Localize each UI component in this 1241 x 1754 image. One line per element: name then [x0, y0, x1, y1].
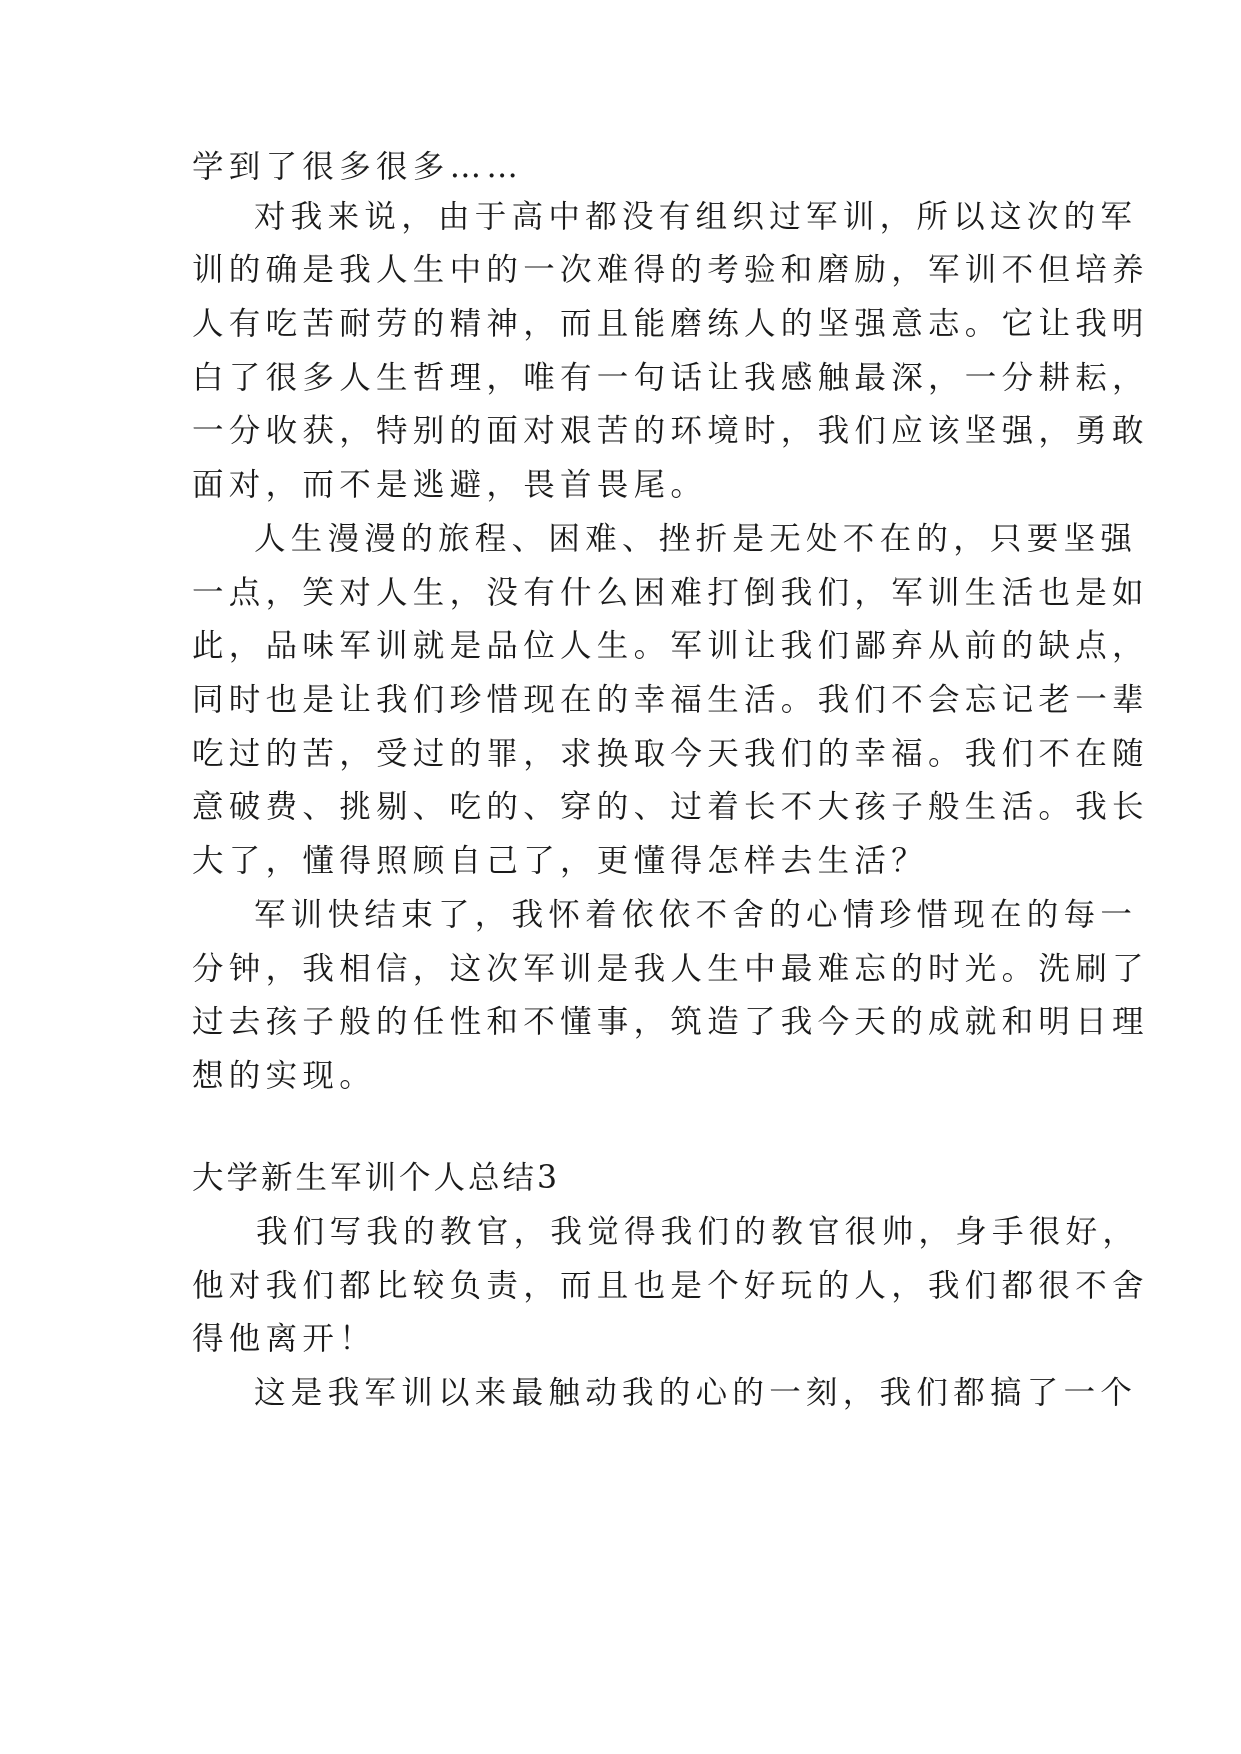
text-line: 人有吃苦耐劳的精神，而且能磨练人的坚强意志。它让我明	[192, 306, 1149, 342]
paragraph-first-line: 我们写我的教官，我觉得我们的教官很帅，身手很好，	[256, 1214, 1140, 1250]
text-line: 得他离开！	[192, 1321, 377, 1357]
paragraph-first-line: 这是我军训以来最触动我的心的一刻，我们都搞了一个	[254, 1375, 1138, 1411]
text-line: 一分收获，特别的面对艰苦的环境时，我们应该坚强，勇敢	[192, 413, 1149, 449]
text-line: 过去孩子般的任性和不懂事，筑造了我今天的成就和明日理	[192, 1004, 1149, 1040]
text-line: 分钟，我相信，这次军训是我人生中最难忘的时光。洗刷了	[192, 951, 1149, 987]
text-line: 意破费、挑剔、吃的、穿的、过着长不大孩子般生活。我长	[192, 789, 1149, 825]
paragraph-first-line: 军训快结束了，我怀着依依不舍的心情珍惜现在的每一	[254, 897, 1138, 933]
paragraph-first-line: 对我来说，由于高中都没有组织过军训，所以这次的军	[254, 199, 1138, 235]
text-line: 训的确是我人生中的一次难得的考验和磨励，军训不但培养	[192, 252, 1149, 288]
text-line: 此，品味军训就是品位人生。军训让我们鄙弃从前的缺点，	[192, 628, 1149, 664]
text-line: 同时也是让我们珍惜现在的幸福生活。我们不会忘记老一辈	[192, 682, 1149, 718]
section-heading: 大学新生军训个人总结3	[192, 1160, 561, 1196]
text-line: 大了，懂得照顾自己了，更懂得怎样去生活？	[192, 843, 929, 879]
text-line: 一点，笑对人生，没有什么困难打倒我们，军训生活也是如	[192, 575, 1149, 611]
text-line: 想的实现。	[192, 1058, 377, 1094]
text-line: 白了很多人生哲理，唯有一句话让我感触最深，一分耕耘，	[192, 360, 1149, 396]
text-line: 吃过的苦，受过的罪，求换取今天我们的幸福。我们不在随	[192, 736, 1149, 772]
text-line: 他对我们都比较负责，而且也是个好玩的人，我们都很不舍	[192, 1268, 1149, 1304]
paragraph-first-line: 人生漫漫的旅程、困难、挫折是无处不在的，只要坚强	[254, 521, 1138, 557]
text-line: 面对，而不是逃避，畏首畏尾。	[192, 467, 708, 503]
text-line: 学到了很多很多……	[192, 149, 524, 185]
